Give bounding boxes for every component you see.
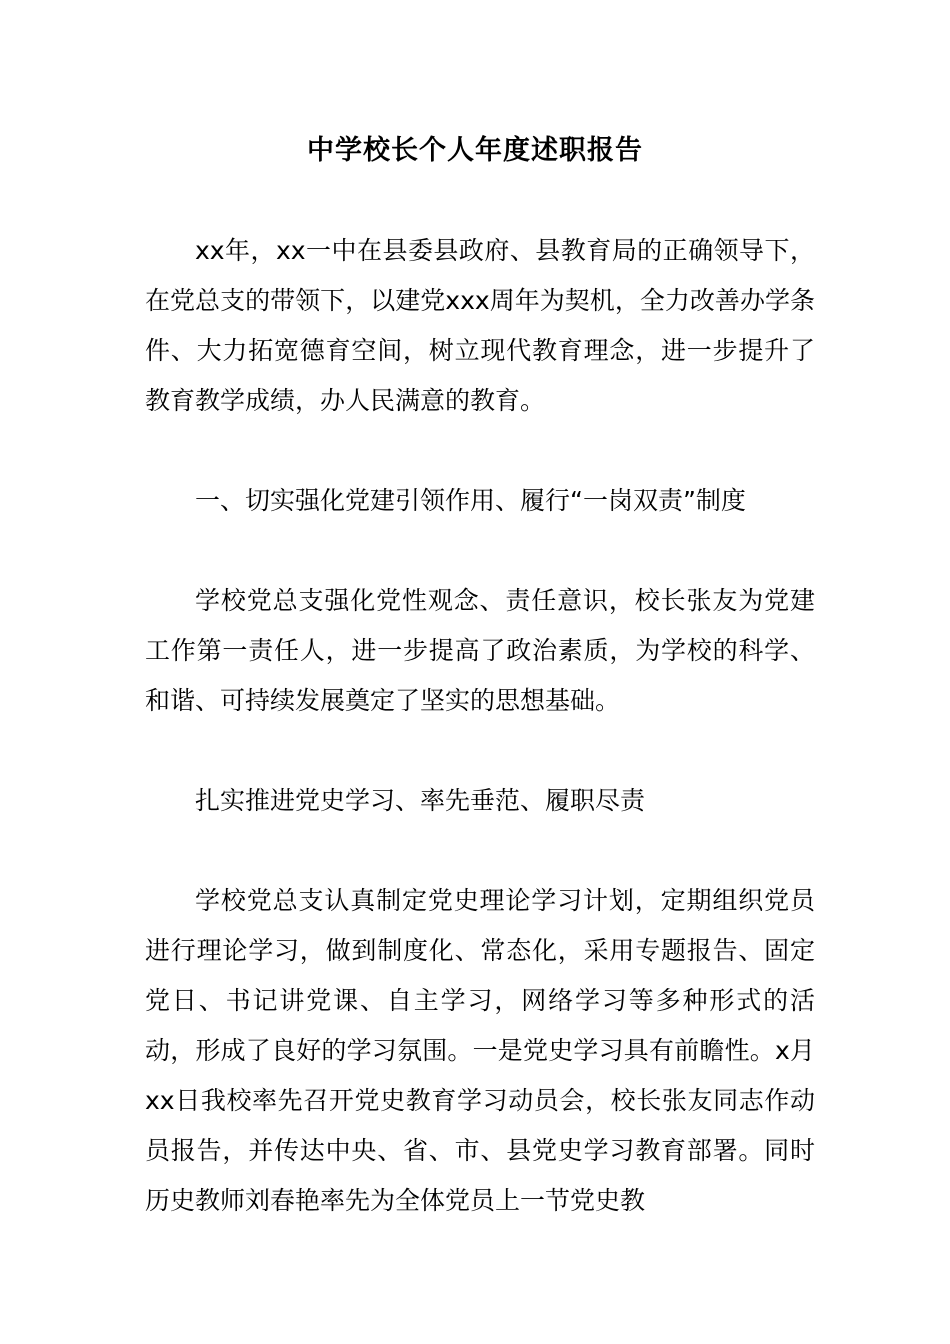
paragraph-gap	[145, 426, 815, 476]
section-heading-2: 扎实推进党史学习、率先垂范、履职尽责	[195, 786, 646, 815]
paragraph-party-building: 学校党总支强化党性观念、责任意识，校长张友为党建工作第一责任人，进一步提高了政治素质，为学校的科学、和谐、可持续发展奠定了坚实的思想基础。	[145, 586, 815, 715]
paragraph-gap	[145, 726, 815, 776]
document-title: 中学校长个人年度述职报告	[307, 135, 643, 166]
paragraph-gap	[145, 826, 815, 876]
paragraph-history-study: 学校党总支认真制定党史理论学习计划，定期组织党员进行理论学习，做到制度化、常态化，采用专题报告、固定党日、书记讲党课、自主学习，网络学习等多种形式的活动，形成了良好的学习氛围。一是党史学习具有前瞻性。x月xx日我校率先召开党史教育学习动员会，校长张友同志作动员报告，并传达中央、省、市、县党史学习教育部署。同时历史教师刘春艳率先为全体党员上一节党史教	[145, 886, 815, 1215]
paragraph-intro: xx年，xx一中在县委县政府、县教育局的正确领导下，在党总支的带领下，以建党xxx周年为契机，全力改善办学条件、大力拓宽德育空间，树立现代教育理念，进一步提升了教育教学成绩，办人民满意的教育。	[145, 236, 815, 415]
paragraph-gap	[145, 526, 815, 576]
section-heading-1: 一、切实强化党建引领作用、履行“一岗双责”制度	[195, 486, 746, 515]
document-body	[145, 226, 815, 1226]
